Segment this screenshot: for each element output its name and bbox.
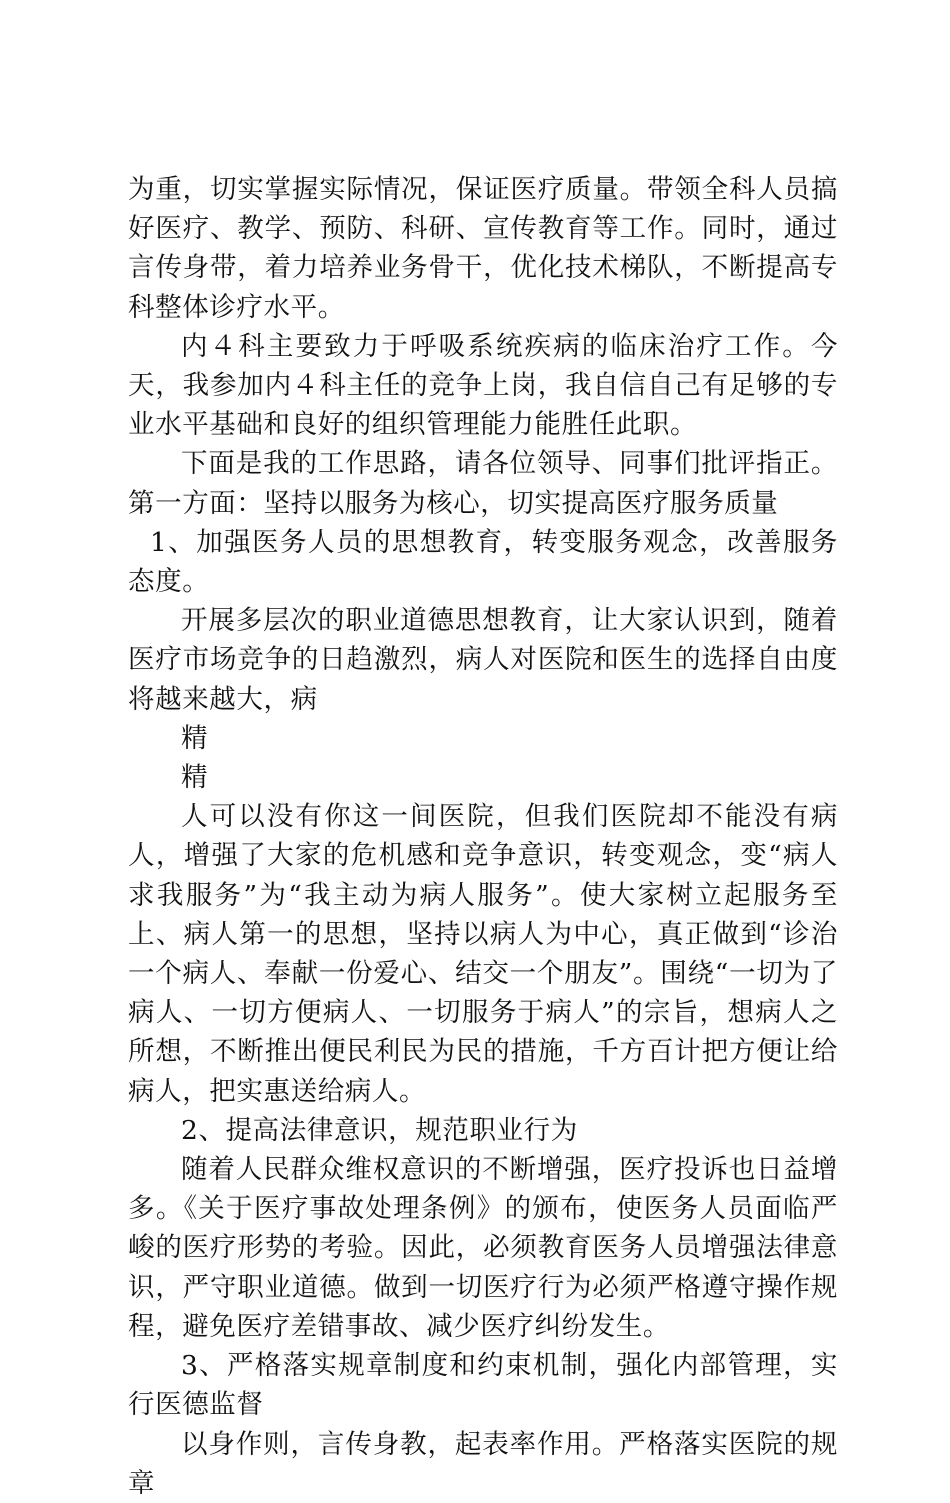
- paragraph-7: 精: [181, 762, 209, 794]
- paragraph-5: 开展多层次的职业道德思想教育，让大家认识到，随着医疗市场竞争的日趋激烈，病人对医院和医生的选择自由度将越来越大，病: [128, 605, 838, 715]
- paragraph-9: 2、提高法律意识，规范职业行为: [181, 1114, 578, 1146]
- paragraph-10: 随着人民群众维权意识的不断增强，医疗投诉也日益增多。《关于医疗事故处理条例》的颁布，使医务人员面临严峻的医疗形势的考验。因此，必须教育医务人员增强法律意识，严守职业道德。做到一切医疗行为必须严格遵守操作规程，避免医疗差错事故、减少医疗纠纷发生。: [128, 1154, 838, 1342]
- paragraph-12: 以身作则，言传身教，起表率作用。严格落实医院的规章: [128, 1428, 838, 1499]
- document-body: [128, 170, 838, 1503]
- paragraph-4: 1、加强医务人员的思想教育，转变服务观念，改善服务态度。: [128, 526, 838, 598]
- paragraph-11: 3、严格落实规章制度和约束机制，强化内部管理，实行医德监督: [128, 1350, 838, 1421]
- paragraph-2: 内４科主要致力于呼吸系统疾病的临床治疗工作。今天，我参加内４科主任的竞争上岗，我自信自己有足够的专业水平基础和良好的组织管理能力能胜任此职。: [128, 330, 838, 441]
- paragraph-1: 为重，切实掌握实际情况，保证医疗质量。带领全科人员搞好医疗、教学、预防、科研、宣传教育等工作。同时，通过言传身带，着力培养业务骨干，优化技术梯队，不断提高专科整体诊疗水平。: [128, 174, 838, 323]
- paragraph-3: 下面是我的工作思路，请各位领导、同事们批评指正。第一方面：坚持以服务为核心，切实提高医疗服务质量: [128, 448, 838, 519]
- paragraph-8: 人可以没有你这一间医院，但我们医院却不能没有病人，增强了大家的危机感和竞争意识，转变观念，变“病人求我服务”为“我主动为病人服务”。使大家树立起服务至上、病人第一的思想，坚持以病人为中心，真正做到“诊治一个病人、奉献一份爱心、结交一个朋友”。围绕“一切为了病人、一切方便病人、一切服务于病人”的宗旨，想病人之所想，不断推出便民利民为民的措施，千方百计把方便让给病人，把实惠送给病人。: [128, 801, 838, 1107]
- paragraph-6: 精: [181, 722, 209, 754]
